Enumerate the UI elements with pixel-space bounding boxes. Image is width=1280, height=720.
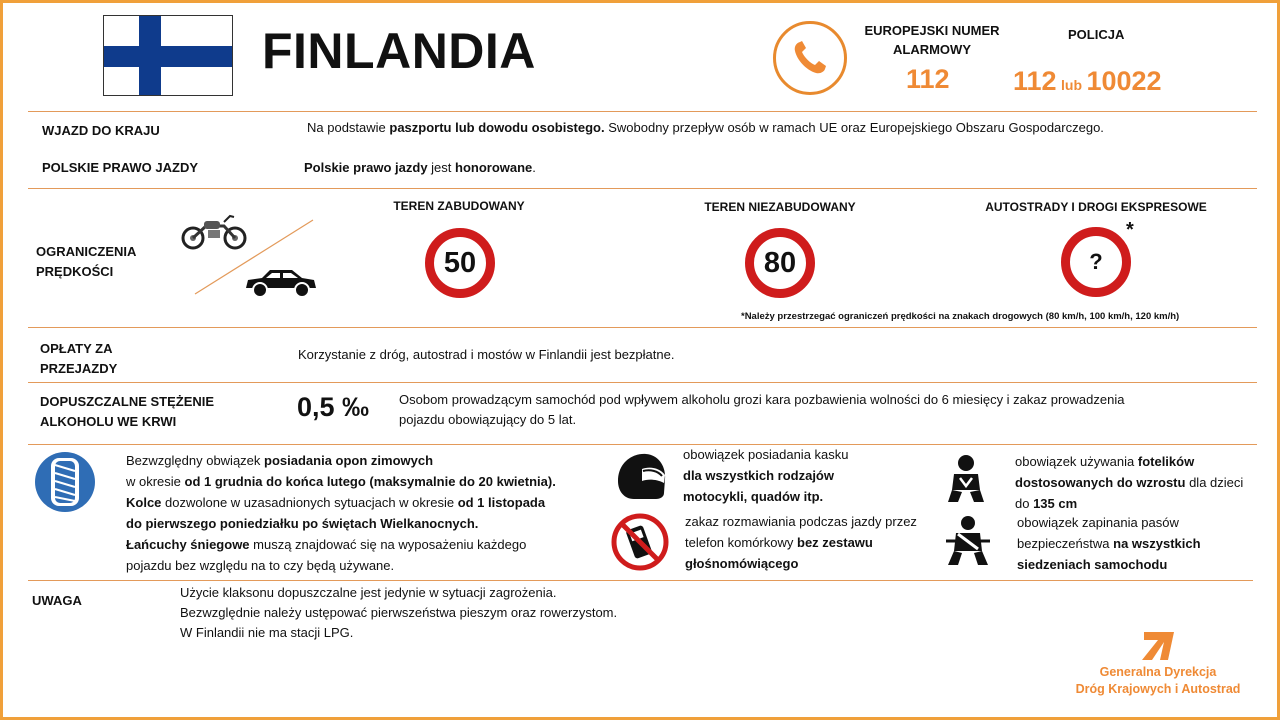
gddkia-logo-icon bbox=[1138, 630, 1178, 667]
speed-label: OGRANICZENIA PRĘDKOŚCI bbox=[36, 244, 137, 279]
country-title: FINLANDIA bbox=[262, 23, 536, 79]
entry-text: Na podstawie paszportu lub dowodu osobistego. Swobodny przepływ osób w ramach UE oraz Europejskiego Obszaru Gospodarczego. bbox=[307, 120, 1104, 135]
helmet-text: obowiązek posiadania kasku dla wszystkich rodzajów motocykli, quadów itp. bbox=[683, 447, 849, 504]
license-label: POLSKIE PRAWO JAZDY bbox=[42, 160, 199, 175]
tolls-text: Korzystanie z dróg, autostrad i mostów w Finlandii jest bezpłatne. bbox=[298, 347, 675, 362]
speed-footnote: *Należy przestrzegać ograniczeń prędkości na znakach drogowych (80 km/h, 100 km/h, 120 km/h) bbox=[741, 311, 1180, 322]
entry-label: WJAZD DO KRAJU bbox=[42, 123, 160, 138]
org-name: Generalna Dyrekcja Dróg Krajowych i Autostrad bbox=[1075, 665, 1241, 696]
note-line: W Finlandii nie ma stacji LPG. bbox=[180, 625, 354, 640]
license-text: Polskie prawo jazdy jest honorowane. bbox=[304, 160, 536, 175]
helmet-icon bbox=[612, 449, 668, 510]
note-line: Użycie klaksonu dopuszczalne jest jedynie w sytuacji zagrożenia. bbox=[180, 585, 557, 600]
zone-caption-urban: TEREN ZABUDOWANY bbox=[393, 199, 525, 213]
note-line: Bezwzględnie należy ustępować pierwszeństwa pieszym oraz rowerzystom. bbox=[180, 605, 618, 620]
seatbelt-icon bbox=[944, 515, 992, 572]
no-phone-icon bbox=[610, 512, 670, 577]
alcohol-value: 0,5 ‰ bbox=[297, 392, 370, 422]
motorway-asterisk: * bbox=[1126, 219, 1134, 241]
winter-text: Bezwzględny obwiązek posiadania opon zimowych w okresie od 1 grudnia do końca lutego (maksymalnie do 20 kwietnia). Kolce dozwolone w uzasadnionych sytuacjach w okresie od 1 listopada do pierwszego poniedziałku po świętach Wielkanocnych. Łańcuchy śniegowe muszą znajdować się na wyposażeniu każdego pojazdu bez względu na to czy będą używane. bbox=[126, 453, 556, 573]
child-seat-icon bbox=[946, 454, 986, 513]
emergency-number: 112 bbox=[906, 64, 950, 94]
emergency-label: EUROPEJSKI NUMER ALARMOWY bbox=[864, 23, 1000, 57]
tolls-label: OPŁATY ZA PRZEJAZDY bbox=[40, 341, 118, 376]
phone-ban-text: zakaz rozmawiania podczas jazdy przez telefon komórkowy bez zestawu głośnomówiącego bbox=[685, 514, 917, 571]
alcohol-label: DOPUSZCZALNE STĘŻENIE ALKOHOLU WE KRWI bbox=[40, 394, 215, 429]
notes-label: UWAGA bbox=[32, 593, 82, 608]
child-seat-text: obowiązek używania fotelików dostosowanych do wzrostu dla dzieci do 135 cm bbox=[1015, 454, 1244, 511]
zone-caption-rural: TEREN NIEZABUDOWANY bbox=[704, 200, 856, 214]
alcohol-text: Osobom prowadzącym samochód pod wpływem alkoholu grozi kara pozbawienia wolności do 6 miesięcy i zakaz prowadzenia pojazdu obowiązujący do 5 lat. bbox=[399, 392, 1125, 427]
speed-sign-urban: 50 bbox=[425, 228, 495, 298]
car-icon bbox=[244, 266, 318, 303]
finland-flag bbox=[103, 15, 233, 96]
tire-icon bbox=[34, 451, 96, 518]
police-label: POLICJA bbox=[1068, 27, 1125, 42]
notes-text bbox=[180, 583, 617, 643]
phone-icon bbox=[773, 21, 847, 95]
zone-caption-motorway: AUTOSTRADY I DROGI EKSPRESOWE bbox=[985, 200, 1207, 214]
speed-sign-rural: 80 bbox=[745, 228, 815, 298]
police-numbers: 112 lub 10022 bbox=[1013, 66, 1162, 96]
speed-sign-motorway: ? bbox=[1061, 227, 1131, 297]
seatbelt-text: obowiązek zapinania pasów bezpieczeństwa na wszystkich siedzeniach samochodu bbox=[1017, 515, 1201, 572]
